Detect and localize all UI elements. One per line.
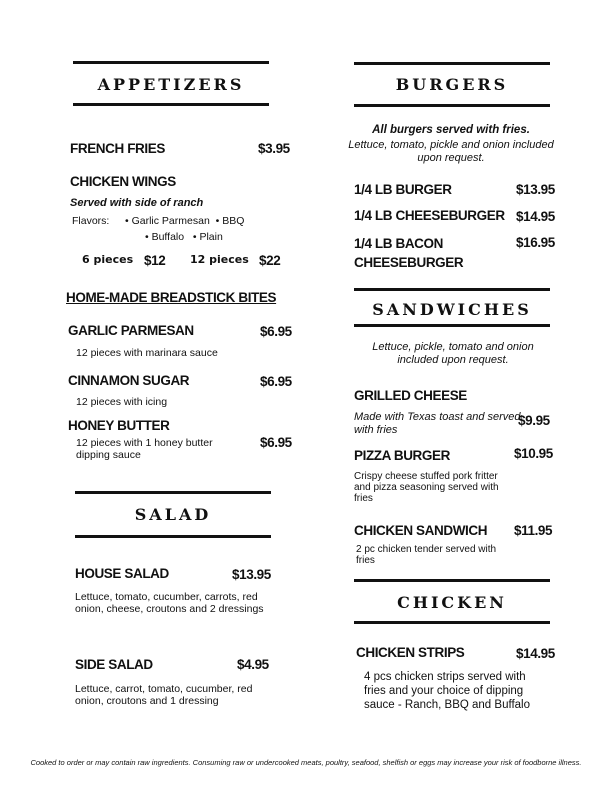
item-name: CHICKEN SANDWICH xyxy=(354,523,488,538)
item-name: GARLIC PARMESAN xyxy=(68,323,194,338)
flavors-line: • Garlic Parmesan • BBQ xyxy=(125,215,245,227)
item-price: $14.95 xyxy=(516,209,555,224)
sandwiches-note: Lettuce, pickle, tomato and onion included upon request. xyxy=(372,341,534,366)
footer-disclaimer: Cooked to order or may contain raw ingredients. Consuming raw or undercooked meats, poultry, seafood, shelfish or eggs may increase your risk of foodborne illness. xyxy=(30,758,582,767)
item-price: $16.95 xyxy=(516,235,555,250)
divider xyxy=(354,62,550,65)
item-price: $9.95 xyxy=(518,413,550,428)
divider xyxy=(75,491,271,494)
section-title-breadsticks: HOME-MADE BREADSTICK BITES xyxy=(66,290,277,305)
divider xyxy=(354,104,550,107)
item-name: 1/4 LB BURGER xyxy=(354,182,452,197)
item-desc: 12 pieces with marinara sauce xyxy=(76,347,218,359)
item-desc: 2 pc chicken tender served with fries xyxy=(356,544,497,566)
item-desc: Lettuce, carrot, tomato, cucumber, red onion, croutons and 1 dressing xyxy=(75,683,253,707)
section-title-sandwiches: SANDWICHES xyxy=(372,300,532,319)
burgers-note-bold: All burgers served with fries. xyxy=(372,124,530,136)
section-title-appetizers: APPETIZERS xyxy=(97,75,245,94)
flavors-line: • Buffalo • Plain xyxy=(145,231,223,243)
divider xyxy=(73,61,269,64)
item-price: $13.95 xyxy=(516,182,555,197)
item-name: HOUSE SALAD xyxy=(75,566,169,581)
divider xyxy=(354,288,550,291)
section-title-salad: SALAD xyxy=(134,505,212,524)
portion-price: $12 xyxy=(144,253,166,268)
item-price: $6.95 xyxy=(260,435,292,450)
item-name: HONEY BUTTER xyxy=(68,418,170,433)
item-price: $6.95 xyxy=(260,324,292,339)
portion-label: 12 pieces xyxy=(190,253,249,266)
item-price: $4.95 xyxy=(237,657,269,672)
divider xyxy=(354,324,550,327)
item-price: $14.95 xyxy=(516,646,555,661)
item-desc: Lettuce, tomato, cucumber, carrots, red onion, cheese, croutons and 2 dressings xyxy=(75,591,264,615)
item-name: CHICKEN WINGS xyxy=(70,174,176,189)
item-note: Served with side of ranch xyxy=(70,197,204,209)
item-name: PIZZA BURGER xyxy=(354,448,450,463)
item-name: FRENCH FRIES xyxy=(70,141,165,156)
divider xyxy=(73,103,269,106)
divider xyxy=(75,535,271,538)
item-desc: Made with Texas toast and served with fries xyxy=(354,411,521,436)
item-price: $11.95 xyxy=(514,523,553,538)
burgers-note: Lettuce, tomato, pickle and onion included upon request. xyxy=(348,139,554,164)
item-name: 1/4 LB BACON CHEESEBURGER xyxy=(354,236,464,270)
item-name: 1/4 LB CHEESEBURGER xyxy=(354,208,505,223)
item-price: $10.95 xyxy=(514,446,553,461)
item-desc: 12 pieces with icing xyxy=(76,396,168,408)
item-desc: 4 pcs chicken strips served with fries and your choice of dipping sauce - Ranch, BBQ and Buffalo xyxy=(364,671,530,711)
item-desc: 12 pieces with 1 honey butter dipping sauce xyxy=(76,437,213,461)
item-name: CINNAMON SUGAR xyxy=(68,373,190,388)
item-name: GRILLED CHEESE xyxy=(354,388,467,403)
item-price: $13.95 xyxy=(232,567,271,582)
item-price: $6.95 xyxy=(260,374,292,389)
item-price: $3.95 xyxy=(258,141,290,156)
item-name: SIDE SALAD xyxy=(75,657,153,672)
section-title-burgers: BURGERS xyxy=(395,75,509,94)
portion-price: $22 xyxy=(259,253,281,268)
section-title-chicken: CHICKEN xyxy=(397,593,507,612)
portion-label: 6 pieces xyxy=(82,253,134,266)
flavors-label: Flavors: xyxy=(72,215,110,227)
item-name: CHICKEN STRIPS xyxy=(356,645,465,660)
divider xyxy=(354,621,550,624)
item-desc: Crispy cheese stuffed pork fritter and pizza seasoning served with fries xyxy=(354,471,499,504)
divider xyxy=(354,579,550,582)
